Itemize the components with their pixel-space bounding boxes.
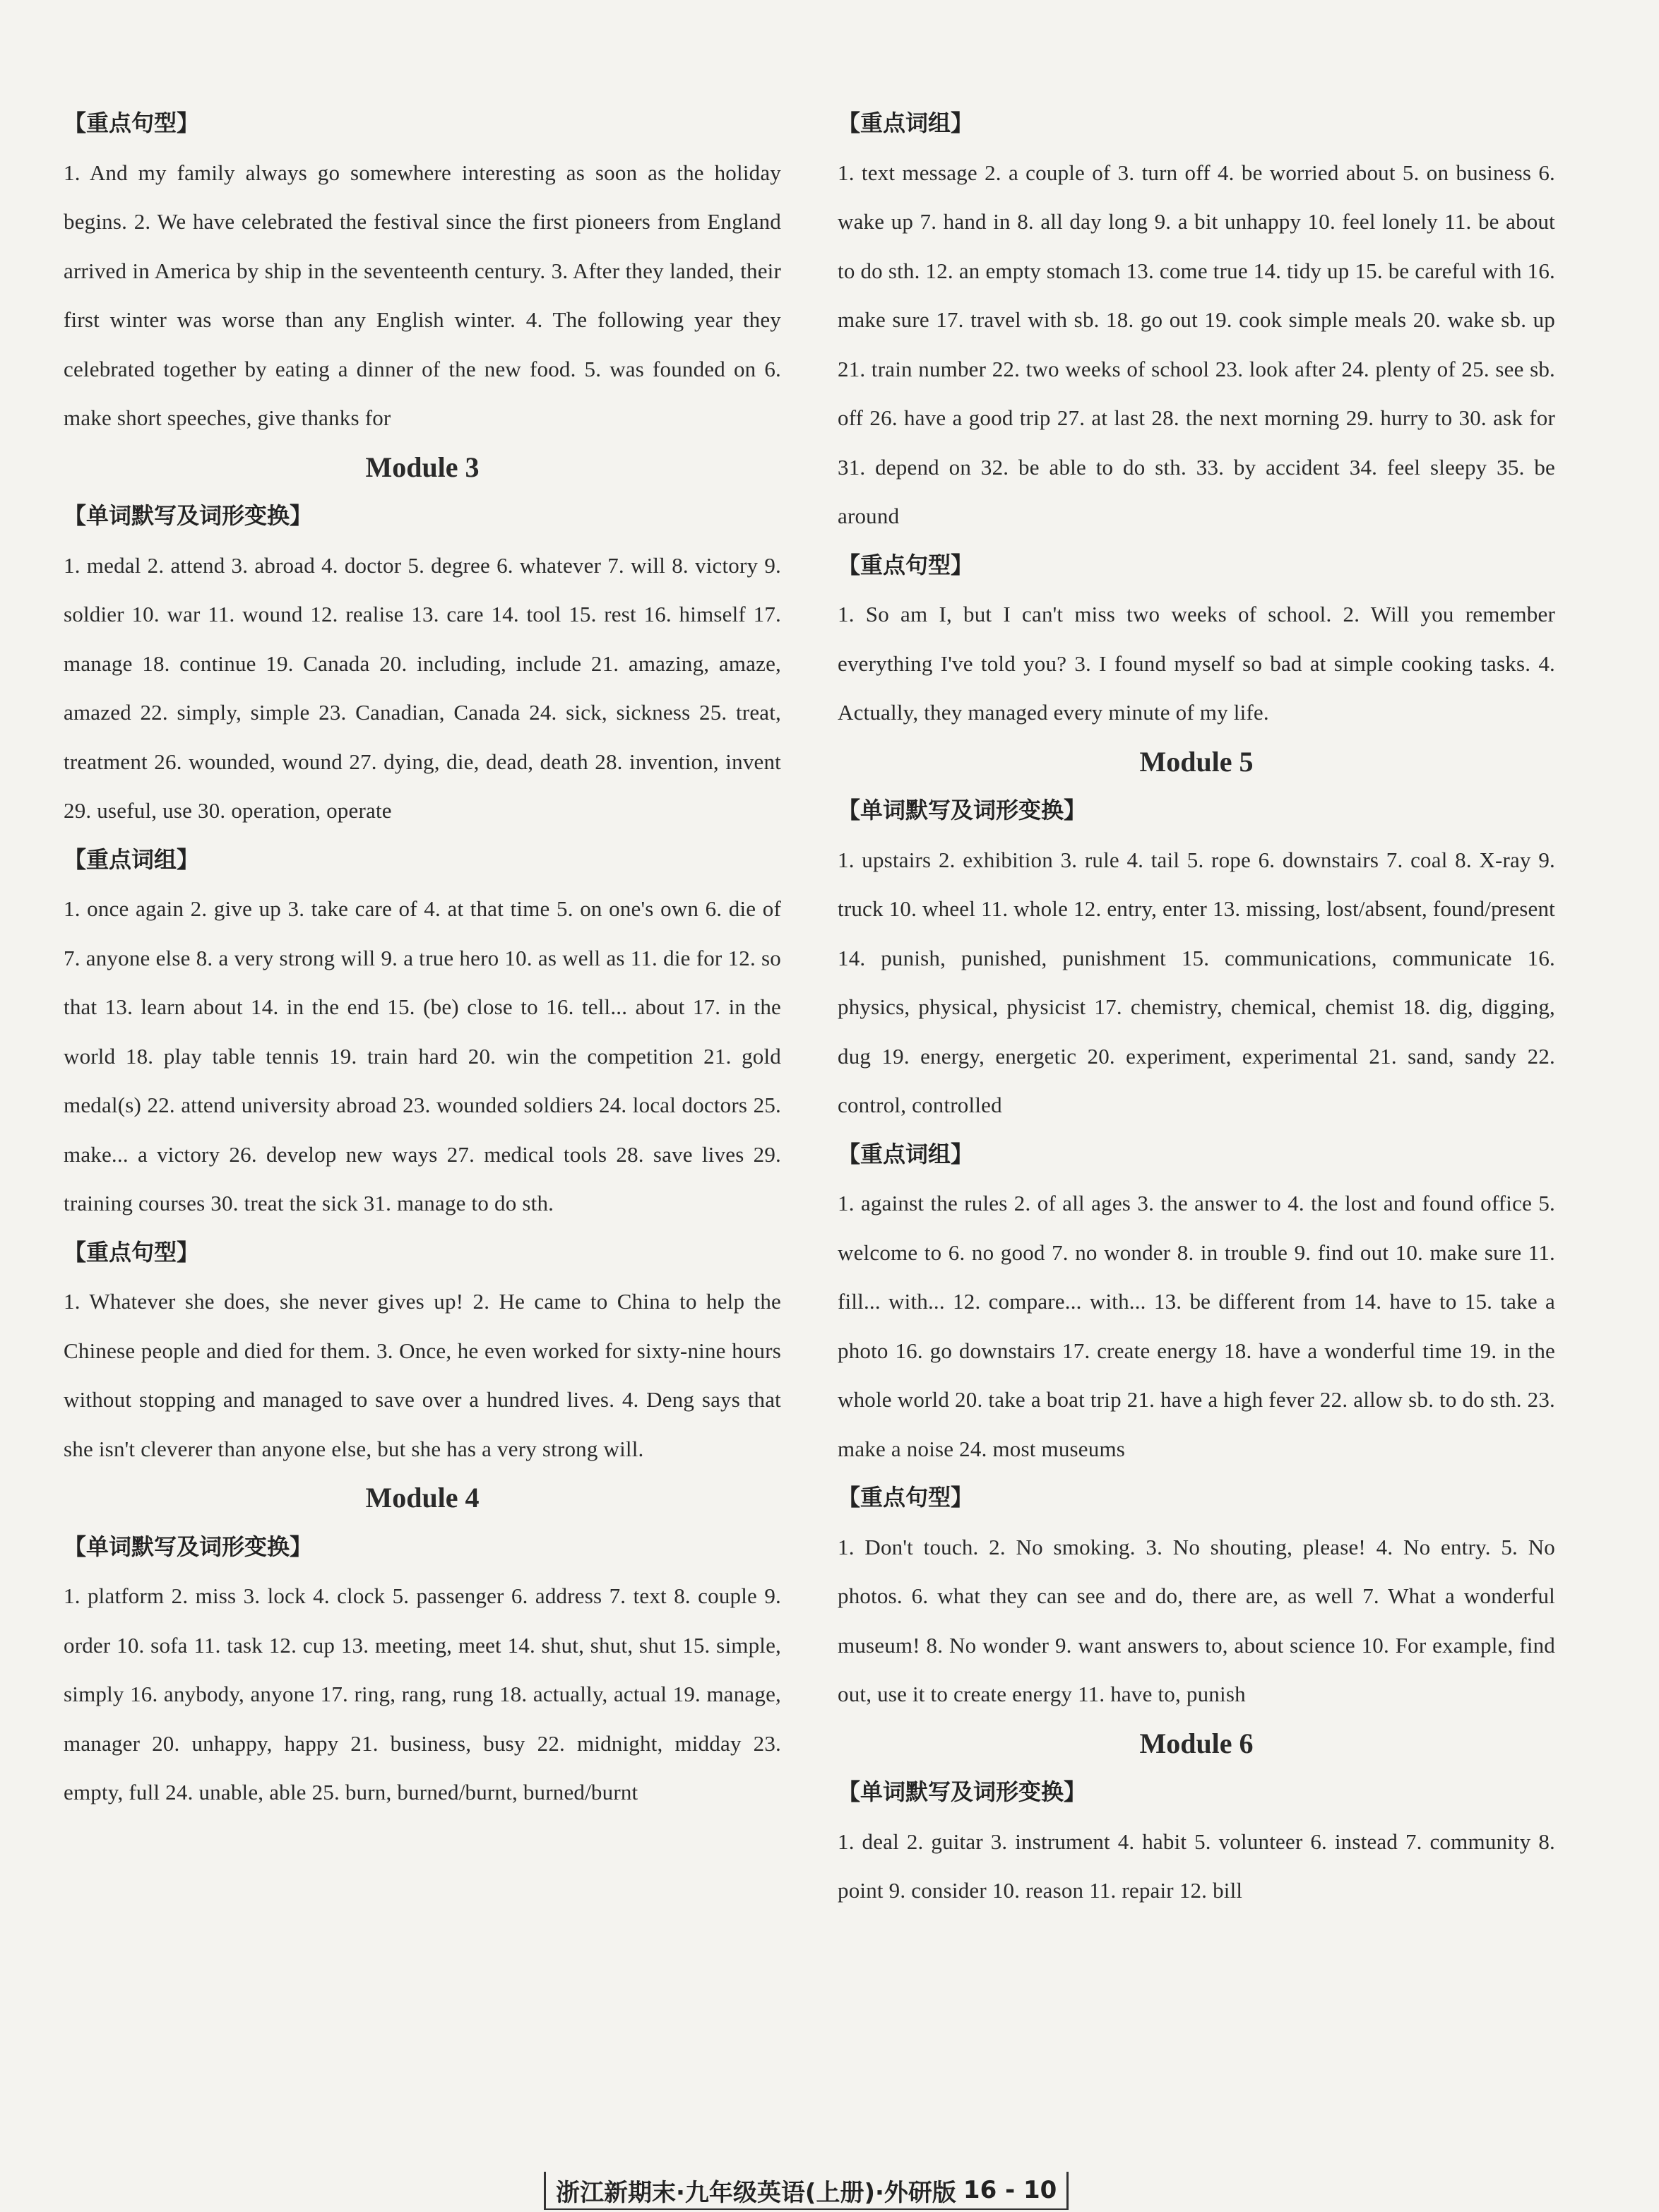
module-title: Module 6	[1139, 1727, 1254, 1759]
section-heading: 【单词默写及词形变换】	[838, 797, 1087, 823]
section-heading: 【重点句型】	[64, 1238, 200, 1266]
answer-paragraph: 1. platform 2. miss 3. lock 4. clock 5. passenger 6. address 7. text 8. couple 9. order 10. sofa 11. task 12. cup 13. meeting, meet 14. shut, shut, shut 15. simple, simply 16. anybody, anyone 17. ring, rang, rung 18. actually, actual 19. manage, manager 20. unhappy, happy 21. business, busy 22. midnight, midday 23. empty, full 24. unable, able 25. burn, burned/burnt, burned/burnt	[64, 1583, 781, 1804]
footer-title: 浙江新期末·九年级英语(上册)·外研版	[556, 2178, 956, 2207]
answer-paragraph: 1. deal 2. guitar 3. instrument 4. habit 5. volunteer 6. instead 7. community 8. point 9. consider 10. reason 11. repair 12. bill	[838, 1829, 1555, 1903]
section-heading: 【单词默写及词形变换】	[64, 1533, 313, 1560]
section-heading: 【重点句型】	[64, 109, 200, 136]
answer-paragraph: 1. text message 2. a couple of 3. turn off 4. be worried about 5. on business 6. wake up 7. hand in 8. all day long 9. a bit unhappy 10. feel lonely 11. be about to do sth. 12. an empty stomach 13. come true 14. tidy up 15. be careful with 16. make sure 17. travel with sb. 18. go out 19. cook simple meals 20. wake sb. up 21. train number 22. two weeks of school 23. look after 24. plenty of 25. see sb. off 26. have a good trip 27. at last 28. the next morning 29. hurry to 30. ask for 31. depend on 32. be able to do sth. 33. by accident 34. feel sleepy 35. be around	[838, 160, 1555, 528]
answer-paragraph: 1. And my family always go somewhere interesting as soon as the holiday begins. 2. We have celebrated the festival since the first pioneers from England arrived in America by ship in the seventeenth century. 3. After they landed, their first winter was worse than any English winter. 4. The following year they celebrated together by eating a dinner of the new food. 5. was founded on 6. make short speeches, give thanks for	[64, 160, 781, 430]
section-heading: 【重点词组】	[838, 1140, 974, 1167]
section-heading: 【重点句型】	[838, 1484, 974, 1511]
page-footer	[544, 2172, 1069, 2210]
left-column	[64, 99, 781, 1817]
section-heading: 【重点词组】	[838, 109, 974, 136]
module-title: Module 4	[365, 1482, 480, 1514]
answer-paragraph: 1. So am I, but I can't miss two weeks of school. 2. Will you remember everything I've told you? 3. I found myself so bad at simple cooking tasks. 4. Actually, they managed every minute of my life.	[838, 602, 1555, 725]
module-title: Module 5	[1139, 745, 1254, 778]
answer-paragraph: 1. Whatever she does, she never gives up! 2. He came to China to help the Chinese people and died for them. 3. Once, he even worked for sixty-nine hours without stopping and managed to save over a hundred lives. 4. Deng says that she isn't cleverer than anyone else, but she has a very strong will.	[64, 1289, 781, 1461]
section-heading: 【重点句型】	[838, 551, 974, 578]
section-heading: 【单词默写及词形变换】	[64, 502, 313, 529]
answer-paragraph: 1. once again 2. give up 3. take care of 4. at that time 5. on one's own 6. die of 7. anyone else 8. a very strong will 9. a true hero 10. as well as 11. die for 12. so that 13. learn about 14. in the end 15. (be) close to 16. tell... about 17. in the world 18. play table tennis 19. train hard 20. win the competition 21. gold medal(s) 22. attend university abroad 23. wounded soldiers 24. local doctors 25. make... a victory 26. develop new ways 27. medical tools 28. save lives 29. training courses 30. treat the sick 31. manage to do sth.	[64, 896, 781, 1215]
answer-paragraph: 1. Don't touch. 2. No smoking. 3. No shouting, please! 4. No entry. 5. No photos. 6. what they can see and do, there are, as well 7. What a wonderful museum! 8. No wonder 9. want answers to, about science 10. For example, find out, use it to create energy 11. have to, punish	[838, 1534, 1555, 1706]
section-heading: 【单词默写及词形变换】	[838, 1778, 1087, 1805]
answer-paragraph: 1. upstairs 2. exhibition 3. rule 4. tail 5. rope 6. downstairs 7. coal 8. X-ray 9. truck 10. wheel 11. whole 12. entry, enter 13. missing, lost/absent, found/present 14. punish, punished, punishment 15. communications, communicate 16. physics, physical, physicist 17. chemistry, chemical, chemist 18. dig, digging, dug 19. energy, energetic 20. experiment, experimental 21. sand, sandy 22. control, controlled	[838, 847, 1555, 1117]
right-column	[838, 99, 1555, 1915]
section-heading: 【重点词组】	[64, 845, 200, 873]
page-number: 16 - 10	[963, 2176, 1057, 2204]
answer-paragraph: 1. against the rules 2. of all ages 3. the answer to 4. the lost and found office 5. welcome to 6. no good 7. no wonder 8. in trouble 9. find out 10. make sure 11. fill... with... 12. compare... with... 13. be different from 14. have to 15. take a photo 16. go downstairs 17. create energy 18. have a wonderful time 19. in the whole world 20. take a boat trip 21. have a high fever 22. allow sb. to do sth. 23. make a noise 24. most museums	[838, 1191, 1555, 1461]
answer-paragraph: 1. medal 2. attend 3. abroad 4. doctor 5. degree 6. whatever 7. will 8. victory 9. soldier 10. war 11. wound 12. realise 13. care 14. tool 15. rest 16. himself 17. manage 18. continue 19. Canada 20. including, include 21. amazing, amaze, amazed 22. simply, simple 23. Canadian, Canada 24. sick, sickness 25. treat, treatment 26. wounded, wound 27. dying, die, dead, death 28. invention, invent 29. useful, use 30. operation, operate	[64, 552, 781, 823]
module-title: Module 3	[365, 451, 480, 483]
